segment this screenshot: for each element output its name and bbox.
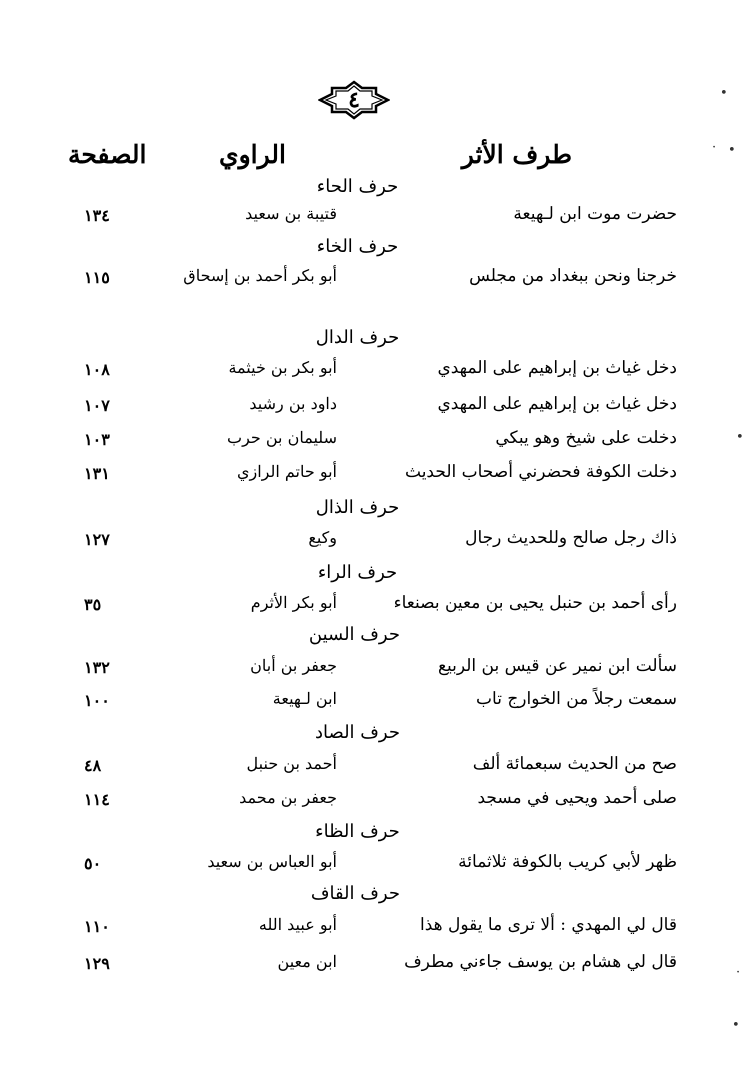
section-title: حرف القاف [310,883,400,904]
section-title: حرف السين [308,624,400,645]
athar-text: ظهر لأبي كريب بالكوفة ثلاثمائة [458,852,677,872]
athar-text: قال لي المهدي : ألا ترى ما يقول هذا [420,915,677,935]
page-ref: ٥٠ [84,854,102,873]
rawi-text: أبو العباس بن سعيد [207,852,337,871]
page-ref: ١١٤ [84,790,110,809]
index-row [0,656,747,686]
rawi-text: أبو حاتم الرازي [236,462,337,481]
page-ref: ١٠٣ [84,430,110,449]
athar-text: خرجنا ونحن ببغداد من مجلس [469,266,677,286]
index-row [0,754,747,784]
athar-text: رأى أحمد بن حنبل يحيى بن معين بصنعاء [393,593,677,613]
index-row [0,462,747,492]
index-row [0,204,747,234]
index-row [0,428,747,458]
page-number-badge [318,80,390,120]
page-ref: ١٠٠ [84,691,110,710]
index-row [0,593,747,623]
section-title: حرف الظاء [315,821,400,842]
rawi-text: أبو بكر بن خيثمة [228,358,337,377]
index-row [0,266,747,296]
header-page: الصفحة [68,140,147,169]
athar-text: صلى أحمد ويحيى في مسجد [477,788,677,808]
rawi-text: جعفر بن محمد [239,788,337,807]
page-ref: ١٠٨ [84,360,110,379]
index-row [0,915,747,945]
rawi-text: قتيبة بن سعيد [245,204,337,223]
rawi-text: أبو بكر أحمد بن إسحاق [183,266,337,285]
page-ref: ١٢٧ [84,530,110,549]
rawi-text: سليمان بن حرب [227,428,337,447]
index-row [0,528,747,558]
index-row [0,394,747,424]
page-number: ٤ [348,87,360,113]
section-title: حرف الصاد [314,722,400,743]
page-ref: ٤٨ [84,756,102,775]
section-title: حرف الذال [315,497,400,518]
section-title: حرف الدال [315,327,400,348]
index-row [0,788,747,818]
section-title: حرف الخاء [316,236,399,257]
scan-speck-icon: · [736,965,741,980]
index-row [0,689,747,719]
index-row [0,358,747,388]
athar-text: سألت ابن نمير عن قيس بن الربيع [437,656,677,676]
athar-text: حضرت موت ابن لـهيعة [513,204,677,224]
athar-text: سمعت رجلاً من الخوارج تاب [476,689,677,709]
rawi-text: ابن معين [277,952,337,971]
athar-text: دخل غياث بن إبراهيم على المهدي [437,358,677,378]
rawi-text: جعفر بن أبان [250,656,337,675]
scan-speck-icon: • [732,1018,740,1033]
index-row [0,852,747,882]
header-athar: طرف الأثر [461,140,572,169]
rawi-text: ابن لـهيعة [272,689,337,708]
scan-speck-icon: • [720,86,728,101]
athar-text: قال لي هشام بن يوسف جاءني مطرف [404,952,677,972]
rawi-text: أحمد بن حنبل [246,754,337,773]
page-ref: ١١٥ [84,268,110,287]
page-ref: ١٣٤ [84,206,110,225]
page-ref: ٣٥ [84,595,102,614]
section-title: حرف الحاء [316,176,399,197]
athar-text: دخلت الكوفة فحضرني أصحاب الحديث [405,462,677,482]
header-rawi: الراوي [219,140,286,169]
scan-speck-icon: • [736,430,744,445]
athar-text: دخلت على شيخ وهو يبكي [495,428,677,448]
scan-speck-icon: • [728,143,736,158]
page-ref: ١٣٢ [84,658,110,677]
athar-text: دخل غياث بن إبراهيم على المهدي [437,394,677,414]
index-row [0,952,747,982]
section-title: حرف الراء [317,562,398,583]
scan-speck-icon: · [712,140,717,155]
page-ref: ١٠٧ [84,396,110,415]
page-ref: ١٣١ [84,464,110,483]
page-ref: ١١٠ [84,917,110,936]
athar-text: صح من الحديث سبعمائة ألف [472,754,677,774]
rawi-text: داود بن رشيد [249,394,337,413]
rawi-text: أبو عبيد الله [258,915,337,934]
athar-text: ذاك رجل صالح وللحديث رجال [465,528,677,548]
rawi-text: أبو بكر الأثرم [250,593,337,612]
rawi-text: وكيع [308,528,337,547]
page-ref: ١٢٩ [84,954,110,973]
